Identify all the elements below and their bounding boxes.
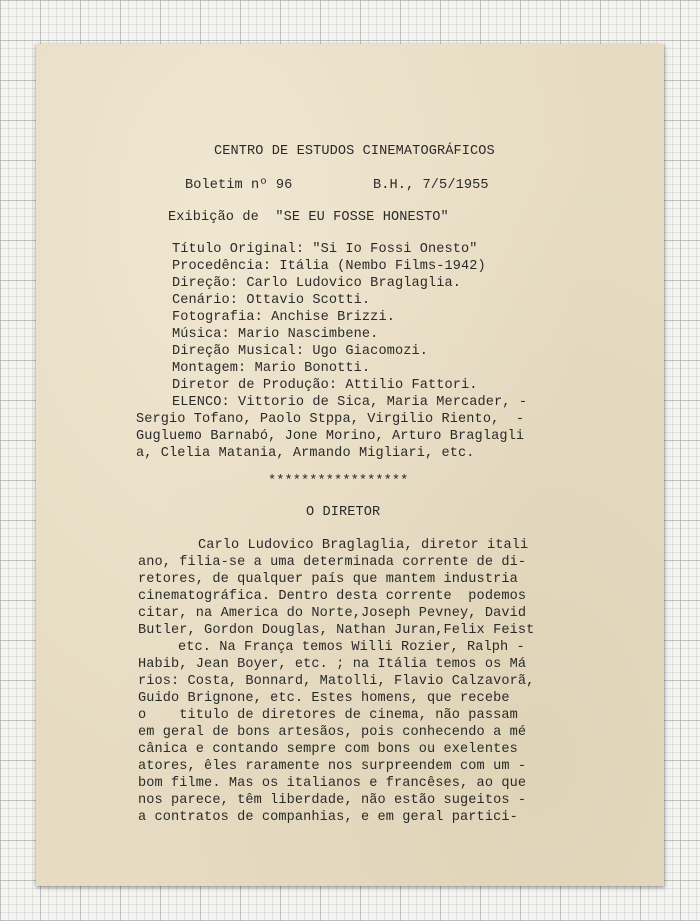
section-title: O DIRETOR	[306, 505, 381, 520]
place-date: B.H., 7/5/1955	[373, 178, 489, 193]
credit-line: Diretor de Produção: Attilio Fattori.	[172, 378, 478, 393]
separator: *****************	[268, 474, 409, 489]
body-line: em geral de bons artesãos, pois conhecendo a mé	[138, 725, 527, 740]
body-line: Habib, Jean Boyer, etc. ; na Itália temos os Má	[138, 657, 527, 672]
body-line: a contratos de companhias, e em geral partici-	[138, 810, 518, 825]
body-line: citar, na America do Norte,Joseph Pevney, David	[138, 606, 527, 621]
body-line: Carlo Ludovico Braglaglia, diretor itali	[198, 538, 529, 553]
body-line: nos parece, têm liberdade, não estão sugeitos -	[138, 793, 527, 808]
body-line: etc. Na França temos Willi Rozier, Ralph -	[178, 640, 525, 655]
credit-line: ELENCO: Vittorio de Sica, Maria Mercader, -	[172, 395, 528, 410]
credit-line: Cenário: Ottavio Scotti.	[172, 293, 371, 308]
exhibition-title: Exibição de "SE EU FOSSE HONESTO"	[168, 210, 449, 225]
body-line: cânica e contando sempre com bons ou exelentes	[138, 742, 518, 757]
organization-title: CENTRO DE ESTUDOS CINEMATOGRÁFICOS	[214, 144, 495, 159]
credit-line: Música: Mario Nascimbene.	[172, 327, 379, 342]
paper-sheet	[36, 44, 664, 886]
credit-line: Montagem: Mario Bonotti.	[172, 361, 371, 376]
bulletin-number: Boletim nº 96	[185, 178, 293, 193]
cast-line: Gugluemo Barnabó, Jone Morino, Arturo Braglagli	[136, 429, 525, 444]
cast-line: Sergio Tofano, Paolo Stppa, Virgilio Riento, -	[136, 412, 525, 427]
body-line: cinematográfica. Dentro desta corrente podemos	[138, 589, 527, 604]
credit-line: Direção: Carlo Ludovico Braglaglia.	[172, 276, 462, 291]
body-line: o titulo de diretores de cinema, não passam	[138, 708, 518, 723]
body-line: Guido Brignone, etc. Estes homens, que recebe	[138, 691, 510, 706]
body-line: bom filme. Mas os italianos e francêses, ao que	[138, 776, 527, 791]
credit-line: Procedência: Itália (Nembo Films-1942)	[172, 259, 486, 274]
body-line: rios: Costa, Bonnard, Matolli, Flavio Calzavorã,	[138, 674, 535, 689]
body-line: ano, filia-se a uma determinada corrente de di-	[138, 555, 527, 570]
credit-line: Fotografia: Anchise Brizzi.	[172, 310, 395, 325]
credit-line: Direção Musical: Ugo Giacomozi.	[172, 344, 428, 359]
body-line: Butler, Gordon Douglas, Nathan Juran,Felix Feist	[138, 623, 535, 638]
body-line: retores, de qualquer país que mantem industria	[138, 572, 518, 587]
body-line: atores, êles raramente nos surpreendem com um -	[138, 759, 527, 774]
credit-line: Título Original: "Si Io Fossi Onesto"	[172, 242, 478, 257]
cast-line: a, Clelia Matania, Armando Migliari, etc.	[136, 446, 475, 461]
